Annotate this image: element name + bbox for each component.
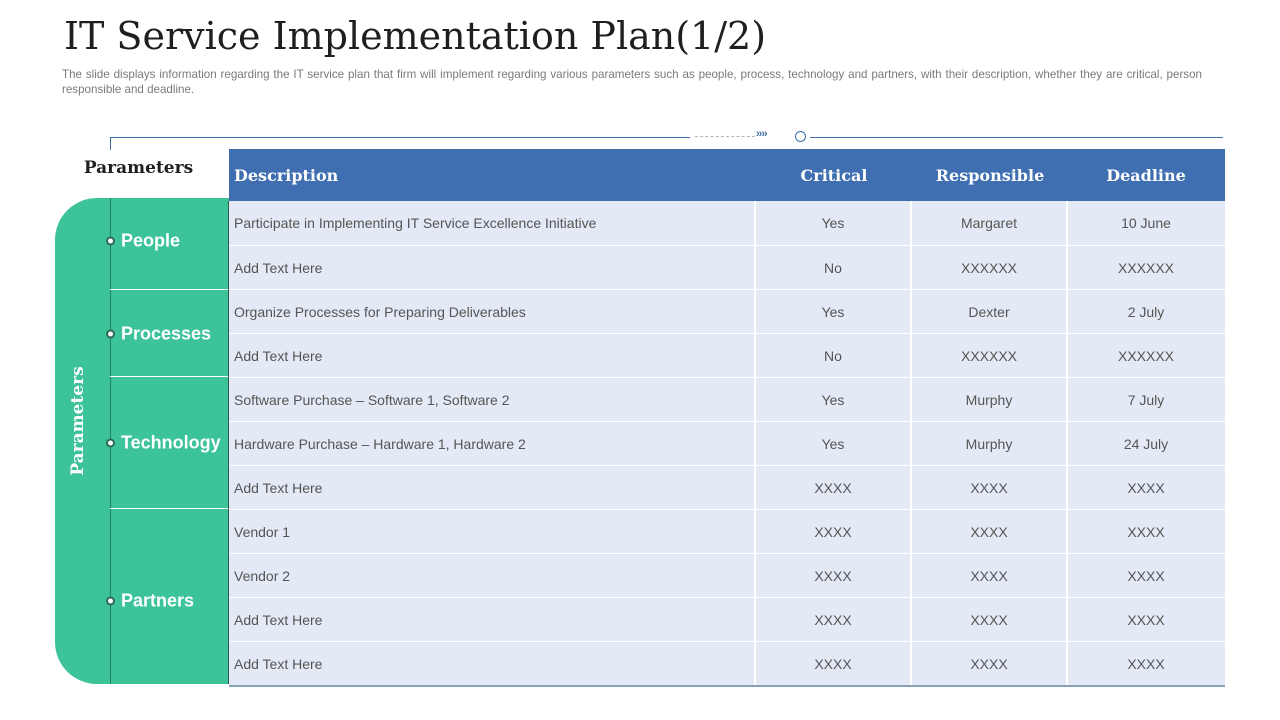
header-rule-tick: [110, 137, 111, 150]
category-people: [106, 231, 180, 252]
category-label: People: [121, 230, 181, 251]
table-row: [229, 465, 1225, 509]
cell-responsible: XXXX: [912, 598, 1068, 641]
cell-responsible: XXXX: [912, 554, 1068, 597]
cell-deadline: XXXX: [1127, 611, 1165, 628]
table-row: [229, 377, 1225, 421]
header-critical: Critical: [800, 165, 868, 185]
header-description: Description: [234, 165, 339, 185]
table-row: [229, 553, 1225, 597]
table-row: [229, 597, 1225, 641]
cell-critical: Yes: [756, 290, 912, 333]
cell-description: Vendor 2: [229, 554, 756, 597]
parameters-header: Parameters: [83, 158, 194, 178]
arrows-chevron-icon: ››››: [756, 128, 767, 140]
table-row: [229, 421, 1225, 465]
cell-critical: XXXX: [756, 642, 912, 685]
cell-responsible: XXXX: [912, 466, 1068, 509]
table-row: [229, 201, 1225, 245]
header-rule-dashed: [695, 136, 755, 137]
header-rule-right: [810, 137, 1223, 138]
cell-deadline: XXXX: [1127, 479, 1165, 496]
category-partners: [106, 591, 194, 612]
category-processes: [106, 324, 211, 345]
cell-critical: No: [756, 246, 912, 289]
cell-description: Add Text Here: [229, 642, 756, 685]
page-title: IT Service Implementation Plan(1/2): [64, 14, 767, 58]
implementation-table: [229, 149, 1225, 687]
category-divider: [110, 508, 229, 509]
cell-description: Add Text Here: [229, 246, 756, 289]
cell-responsible: Murphy: [912, 378, 1068, 421]
cell-description: Add Text Here: [229, 598, 756, 641]
cell-deadline: XXXX: [1127, 567, 1165, 584]
table-row: [229, 641, 1225, 685]
cell-responsible: Murphy: [912, 422, 1068, 465]
table-row: [229, 509, 1225, 553]
parameters-vertical-label: Parameters: [68, 366, 88, 476]
cell-responsible: XXXXXX: [912, 334, 1068, 377]
cell-description: Add Text Here: [229, 334, 756, 377]
category-divider: [110, 289, 229, 290]
table-row: [229, 245, 1225, 289]
category-label: Partners: [121, 590, 195, 611]
cell-description: Vendor 1: [229, 510, 756, 553]
cell-deadline: 2 July: [1127, 303, 1165, 320]
category-technology: [106, 433, 221, 454]
cell-critical: Yes: [756, 201, 912, 245]
page-subtitle: The slide displays information regarding the IT service plan that firm will implement regarding various parameters such as people, process, technology and partners, with their description, whether they are critical, person responsible and deadline.: [62, 68, 1202, 96]
cell-deadline: XXXXXX: [1117, 347, 1175, 364]
cell-critical: Yes: [756, 378, 912, 421]
bullet-dot-icon: [106, 439, 115, 448]
category-divider: [110, 376, 229, 377]
bullet-dot-icon: [106, 597, 115, 606]
cell-critical: Yes: [756, 422, 912, 465]
cell-critical: XXXX: [756, 510, 912, 553]
cell-responsible: Margaret: [912, 201, 1068, 245]
cell-critical: XXXX: [756, 554, 912, 597]
cell-responsible: XXXX: [912, 510, 1068, 553]
cell-description: Participate in Implementing IT Service Excellence Initiative: [229, 201, 756, 245]
cell-deadline: 7 July: [1127, 391, 1165, 408]
cell-deadline: XXXXXX: [1117, 259, 1175, 276]
header-responsible: Responsible: [935, 165, 1045, 185]
header-rule-left: [110, 137, 690, 138]
cell-description: Hardware Purchase – Hardware 1, Hardware 2: [229, 422, 756, 465]
table-body: [229, 201, 1225, 687]
cell-deadline: 10 June: [1121, 215, 1171, 231]
table-row: [229, 289, 1225, 333]
cell-critical: XXXX: [756, 466, 912, 509]
cell-description: Organize Processes for Preparing Deliverables: [229, 290, 756, 333]
table-row: [229, 333, 1225, 377]
cell-description: Add Text Here: [229, 466, 756, 509]
cell-deadline: XXXX: [1127, 655, 1165, 672]
category-label: Technology: [121, 432, 221, 453]
cell-critical: XXXX: [756, 598, 912, 641]
category-label: Processes: [121, 323, 212, 344]
circle-marker-icon: [795, 131, 806, 142]
cell-critical: No: [756, 334, 912, 377]
cell-responsible: XXXXXX: [912, 246, 1068, 289]
bullet-dot-icon: [106, 330, 115, 339]
table-header-row: [229, 149, 1225, 201]
cell-responsible: Dexter: [912, 290, 1068, 333]
cell-deadline: 24 July: [1123, 435, 1169, 452]
cell-deadline: XXXX: [1127, 523, 1165, 540]
cell-description: Software Purchase – Software 1, Software 2: [229, 378, 756, 421]
header-deadline: Deadline: [1106, 165, 1186, 185]
table-left-border: [228, 201, 229, 684]
bullet-dot-icon: [106, 237, 115, 246]
cell-responsible: XXXX: [912, 642, 1068, 685]
